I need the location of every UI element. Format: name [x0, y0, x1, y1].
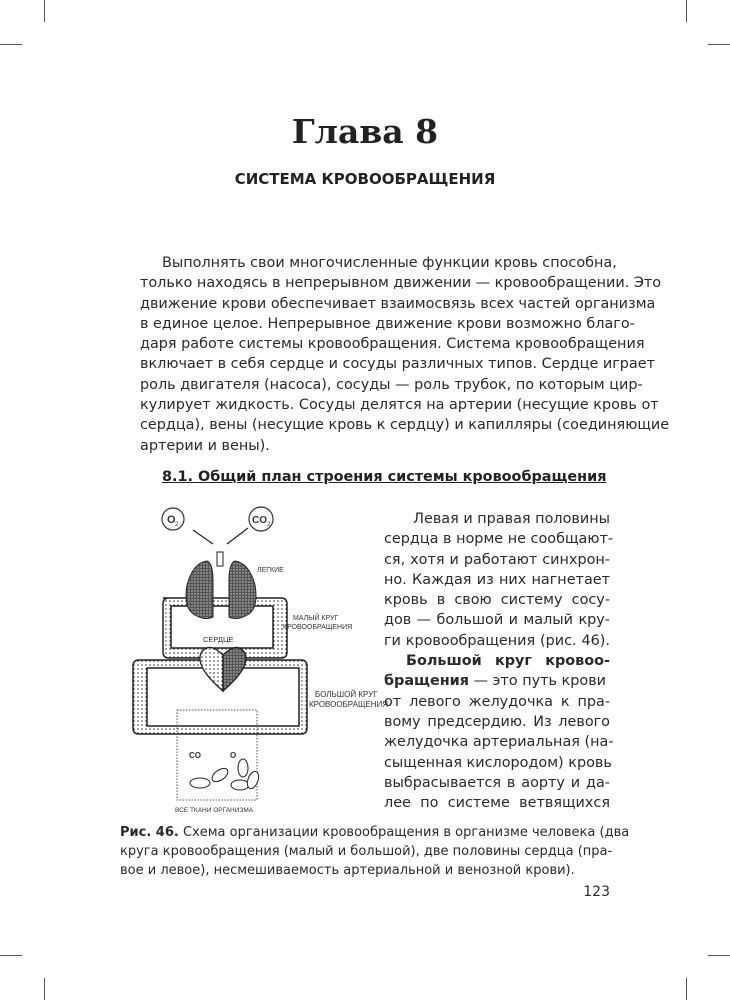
lungs-label: ЛЕГКИЕ	[257, 567, 284, 574]
text-line: от левого желудочка к пра-	[384, 693, 610, 710]
svg-text:2: 2	[175, 522, 179, 528]
crop-mark	[44, 0, 45, 22]
text-line: сердца в норме не сообщают-	[384, 531, 614, 548]
text-line: Левая и правая половины	[413, 511, 610, 527]
text-line: в единое целое. Непрерывное движение крови возможно благо-	[140, 315, 635, 332]
crop-mark	[44, 978, 45, 1000]
text-line: включает в себя сердце и сосуды различных типов. Сердце играет	[140, 356, 655, 373]
text-line: но. Каждая из них нагнетает	[384, 571, 610, 588]
text-line: только находясь в непрерывном движении — кровообращении. Это	[140, 275, 662, 292]
crop-mark	[686, 978, 687, 1000]
arrow-icon	[193, 530, 213, 544]
small-circle-label: МАЛЫЙ КРУГ	[293, 615, 339, 622]
text-line: сердца), вены (несущие кровь к сердцу) и капилляры (соединяющие	[140, 417, 670, 434]
text-line: выбрасывается в аорту и да-	[384, 774, 610, 791]
text-line: сыщенная кислородом) кровь	[384, 754, 612, 771]
lungs-icon	[186, 552, 256, 619]
text-line: кулирует жидкость. Сосуды делятся на артерии (несущие кровь от	[140, 397, 659, 414]
caption-text: круга кровообращения (малый и большой), две половины сердца (пра-	[120, 844, 613, 859]
text-line: дов — большой и малый кру-	[384, 612, 610, 629]
text-line: ся, хотя и работают синхрон-	[384, 551, 610, 568]
big-circle-label: КРОВООБРАЩЕНИЯ	[309, 700, 389, 709]
text-line: роль двигателя (насоса), сосуды — роль трубок, по которым цир-	[140, 376, 643, 393]
text-line: артерии и вены).	[140, 437, 270, 454]
crop-mark	[708, 955, 730, 956]
svg-text:CO: CO	[189, 751, 201, 760]
text-line: ги кровообращения (рис. 46).	[384, 632, 610, 649]
tissues-label: ВСЕ ТКАНИ ОРГАНИЗМА	[175, 807, 254, 814]
crop-mark	[0, 955, 22, 956]
small-circle-label: КРОВООБРАЩЕНИЯ	[283, 624, 353, 631]
side-paragraph	[384, 509, 614, 813]
o2-icon	[162, 508, 184, 530]
co2-icon	[249, 507, 273, 531]
crop-mark	[0, 44, 22, 45]
cells-icon	[190, 759, 261, 790]
svg-text:O: O	[230, 751, 237, 760]
text-line: движение крови обеспечивает взаимосвязь всех частей организма	[140, 295, 656, 312]
text-line: лее по системе ветвящихся	[384, 795, 610, 812]
pulmonary-loop	[163, 598, 287, 658]
crop-mark	[686, 0, 687, 22]
svg-text:CO: CO	[252, 515, 267, 526]
term-bold: Большой круг кровоо-	[406, 653, 610, 670]
figure-caption	[120, 823, 630, 880]
caption-label: Рис. 46.	[120, 825, 179, 840]
caption-text: Схема организации кровообращения в организме человека (два	[178, 825, 630, 840]
svg-text:2: 2	[267, 522, 271, 528]
section-heading: 8.1. Общий план строения системы кровообращения	[162, 469, 607, 485]
caption-text: вое и левое), несмешиваемость артериальной и венозной крови).	[120, 863, 575, 878]
text-fragment: — это путь крови	[469, 673, 607, 690]
intro-paragraph	[140, 253, 670, 456]
big-circle-label: БОЛЬШОЙ КРУГ	[315, 690, 378, 699]
chapter-title: Глава 8	[291, 112, 439, 151]
text-line: вому предсердию. Из левого	[384, 713, 610, 730]
crop-mark	[708, 44, 730, 45]
arrow-icon	[227, 528, 248, 544]
text-line: даря работе системы кровообращения. Система кровообращения	[140, 336, 645, 353]
circulation-diagram	[125, 500, 395, 820]
svg-text:O: O	[167, 514, 176, 526]
chapter-subtitle: СИСТЕМА КРОВООБРАЩЕНИЯ	[234, 170, 496, 188]
text-line: желудочка артериальная (на-	[384, 734, 614, 751]
text-line: кровь в свою систему сосу-	[384, 592, 610, 609]
term-bold: бращения	[384, 673, 469, 690]
page-number: 123	[583, 884, 610, 900]
text-line: Выполнять свои многочисленные функции кровь способна,	[162, 255, 617, 271]
heart-label: СЕРДЦЕ	[203, 635, 234, 644]
